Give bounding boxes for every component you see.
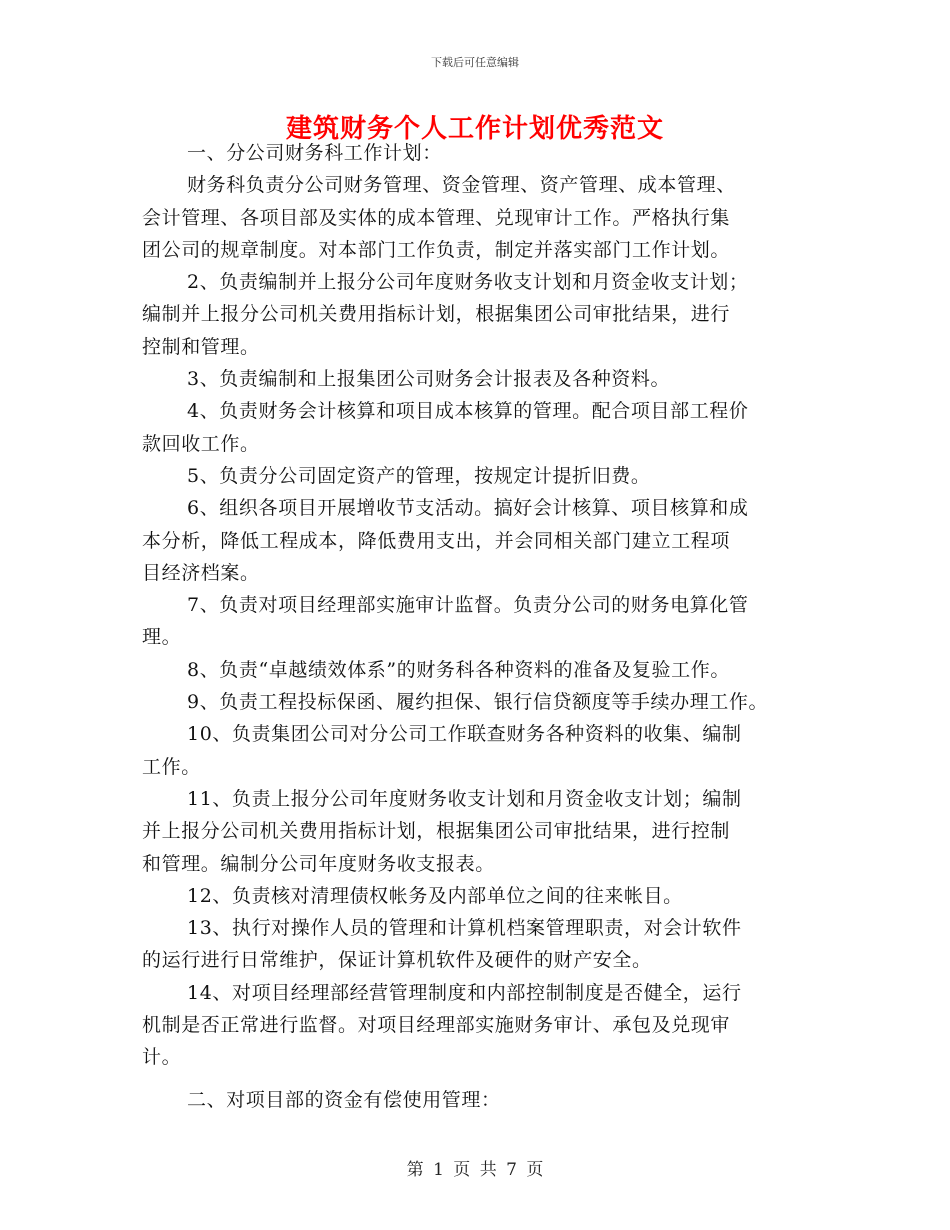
paragraph-item-11: 11、负责上报分公司年度财务收支计划和月资金收支计划；编制 并上报分公司机关费用指标计划，根据集团公司审批结果，进行控制 和管理。编制分公司年度财务收支报表。 — [142, 787, 742, 875]
paragraph-item-14: 14、对项目经理部经营管理制度和内部控制制度是否健全，运行 机制是否正常进行监督。对项目经理部实施财务审计、承包及兑现审 计。 — [142, 981, 742, 1069]
paragraph-item-2: 2、负责编制并上报分公司年度财务收支计划和月资金收支计划； 编制并上报分公司机关费用指标计划，根据集团公司审批结果，进行 控制和管理。 — [142, 271, 749, 358]
paragraph-item-4: 4、负责财务会计核算和项目成本核算的管理。配合项目部工程价 款回收工作。 — [142, 400, 749, 455]
paragraph-section-2-heading: 二、对项目部的资金有偿使用管理： — [187, 1088, 501, 1111]
paragraph-intro: 财务科负责分公司财务管理、资金管理、资产管理、成本管理、 会计管理、各项目部及实体的成本管理、兑现审计工作。严格执行集 团公司的规章制度。对本部门工作负责，制定并落实部门工作计划。 — [142, 174, 736, 261]
header-note: 下载后可任意编辑 — [431, 56, 519, 69]
paragraph-item-7: 7、负责对项目经理部实施审计监督。负责分公司的财务电算化管 理。 — [142, 594, 749, 649]
paragraph-section-1-heading: 一、分公司财务科工作计划： — [187, 142, 442, 164]
page-number-footer: 第 1 页 共 7 页 — [406, 1160, 544, 1180]
paragraph-item-10: 10、负责集团公司对分公司工作联查财务各种资料的收集、编制 工作。 — [142, 723, 742, 778]
paragraph-item-12: 12、负责核对清理债权帐务及内部单位之间的往来帐目。 — [187, 884, 683, 907]
document-title: 建筑财务个人工作计划优秀范文 — [285, 114, 664, 144]
paragraph-item-9: 9、负责工程投标保函、履约担保、银行信贷额度等手续办理工作。 — [187, 691, 769, 714]
paragraph-item-8: 8、负责“卓越绩效体系”的财务科各种资料的准备及复验工作。 — [187, 658, 730, 681]
paragraph-item-5: 5、负责分公司固定资产的管理，按规定计提折旧费。 — [187, 464, 651, 487]
paragraph-item-13: 13、执行对操作人员的管理和计算机档案管理职责，对会计软件 的运行进行日常维护，保证计算机软件及硬件的财产安全。 — [142, 917, 742, 972]
document-body — [142, 137, 827, 1116]
paragraph-item-3: 3、负责编制和上报集团公司财务会计报表及各种资料。 — [187, 368, 671, 391]
paragraph-item-6: 6、组织各项目开展增收节支活动。搞好会计核算、项目核算和成 本分析，降低工程成本，降低费用支出，并会同相关部门建立工程项 目经济档案。 — [142, 497, 749, 584]
